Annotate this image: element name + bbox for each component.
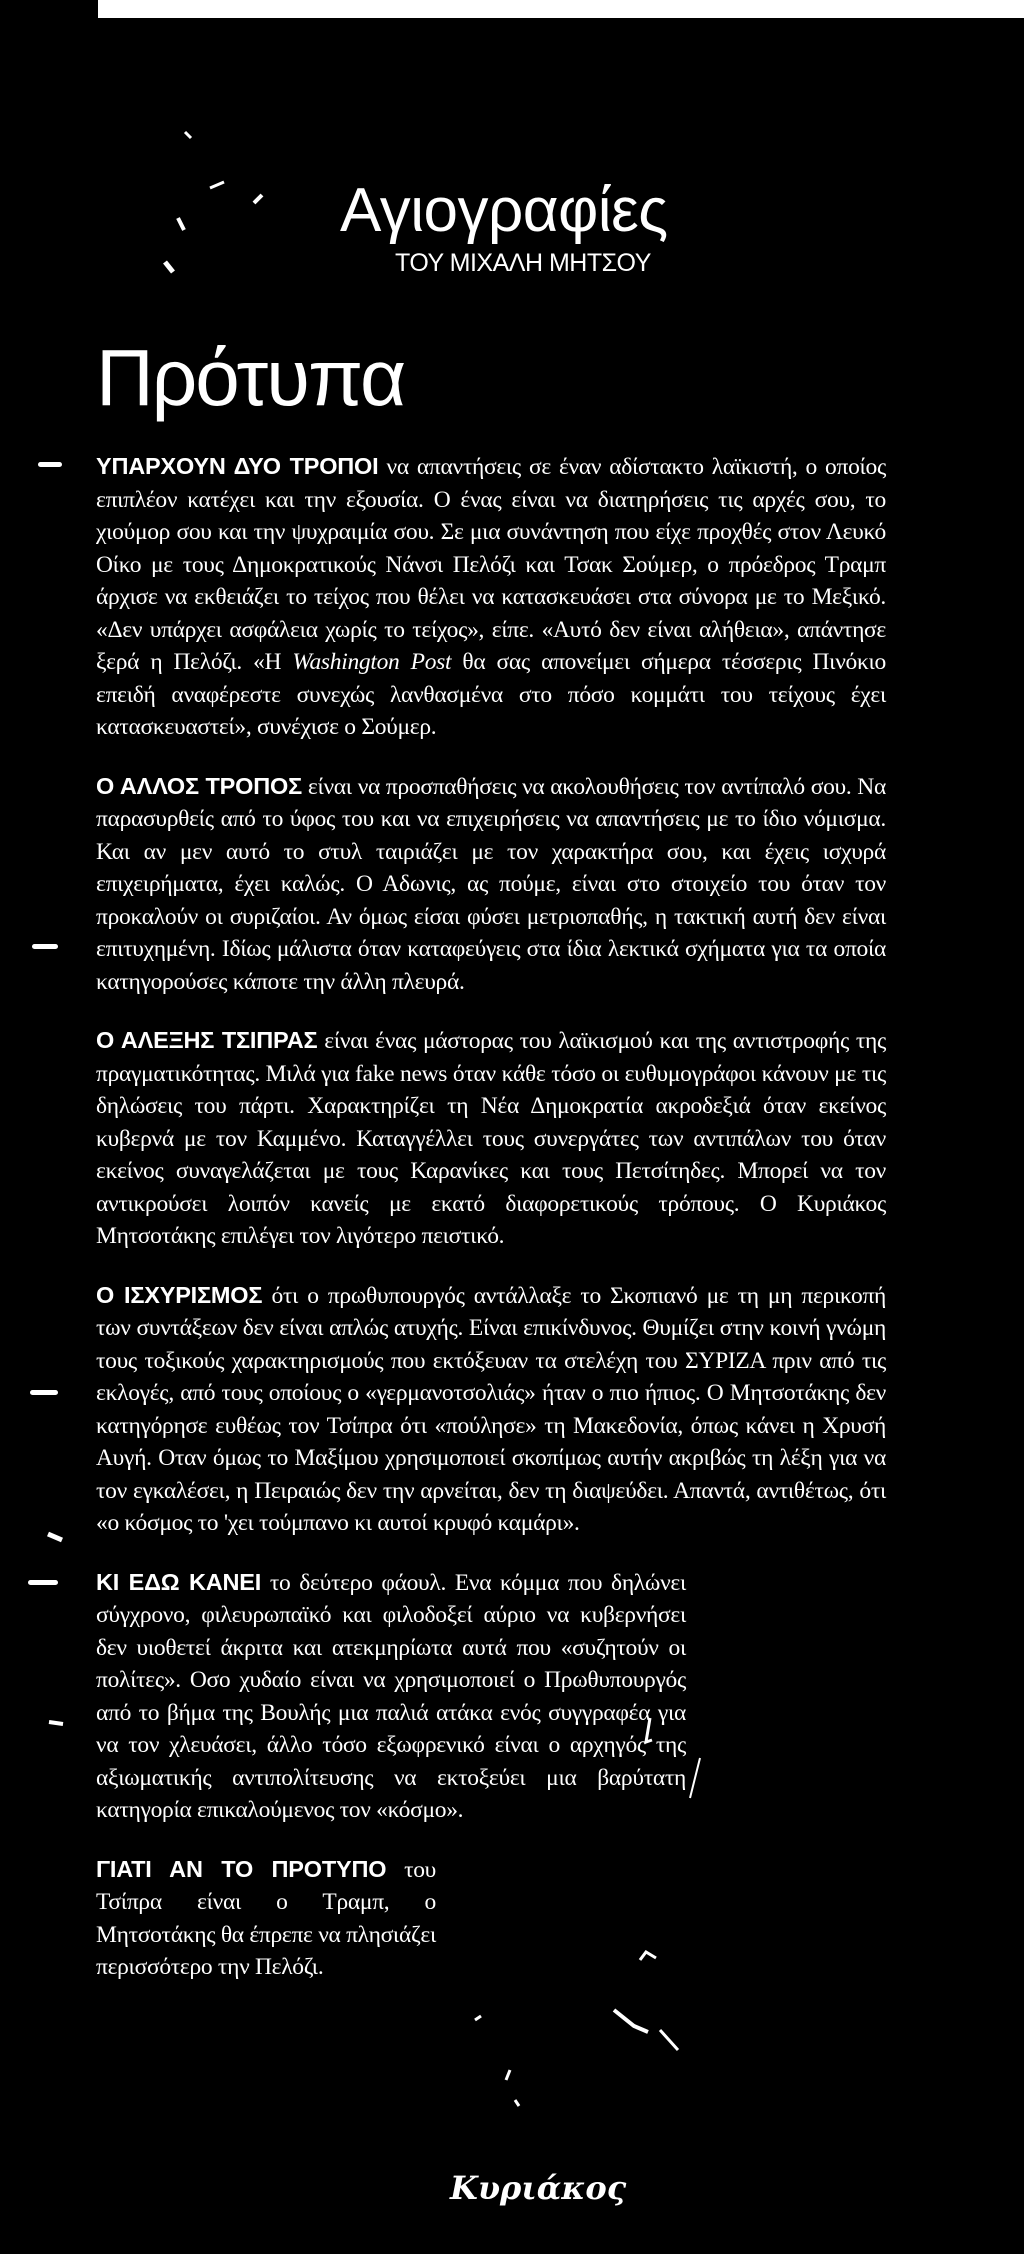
artifact-mark [515, 2100, 519, 2106]
paragraph-2 [96, 770, 886, 999]
artifact-mark [165, 262, 173, 272]
artifact-mark [506, 2070, 510, 2080]
paragraph-text: να απαντήσεις σε έναν αδίστακτο λαϊκιστή, ο οποίος επιπλέον κατέχει και την εξουσία. Ο ένας είναι να διατηρήσεις τις αρχές σου, το χιούμορ σου και την ψυχραιμία σου. Σε μια συνάντηση που είχε προχθές στον Λευκό Οίκο με τους Δημοκρατικούς Νάνσι Πελόζι και Τσακ Σούμερ, ο πρόεδρος Τραμπ άρχισε να εκθειάζει το τείχος που θέλει να κατασκευάσει στα σύνορα με το Μεξικό. «Δεν υπάρχει ασφάλεια χωρίς το τείχος», είπε. «Αυτό δεν είναι αλήθεια», απάντησε ξερά η Πελόζι. «Η [96, 454, 886, 675]
paragraph-lead: Ο ΙΣΧΥΡΙΣΜΟΣ [96, 1281, 263, 1308]
paragraph-text: θα σας απονείμει σήμερα τέσσερις Πινόκιο επειδή αναφέρεστε συνεχώς λανθασμένα στο πόσο κομμάτι του τείχους έχει κατασκευαστεί», συνέχισε ο Σούμερ. [96, 649, 886, 740]
paragraph-6 [96, 1853, 436, 1984]
artifact-mark [48, 1534, 62, 1540]
paragraph-text: είναι ένας μάστορας του λαϊκισμού και της αντιστροφής της πραγματικότητας. Μιλά για fake news όταν κάθε τόσο οι ευθυμογράφοι κάνουν με τις δηλώσεις του πάρτι. Χαρακτηρίζει τη Νέα Δημοκρατία ακροδεξιά όταν εκείνος κυβερνά με τον Καμμένο. Καταγγέλλει τους συνεργάτες των αντιπάλων του όταν εκείνος συναγελάζεται με τους Καρανίκες και τους Πετσίτηδες. Μπορεί να τον αντικρούσει λοιπόν κανείς με εκατό διαφορετικούς τρόπους. Ο Κυριάκος Μητσοτάκης επιλέγει τον λιγότερο πειστικό. [96, 1028, 886, 1249]
column-header [340, 178, 900, 278]
artifact-mark [614, 2010, 648, 2032]
paragraph-text: το δεύτερο φάουλ. Ενα κόμμα που δηλώνει σύγχρονο, φιλευρωπαϊκό και φιλοδοξεί αύριο να κυβερνήσει δεν υιοθετεί άκριτα και ατεκμηρίωτα αυτά που «συζητούν οι πολίτες». Οσο χυδαίο είναι να χρησιμοποιεί ο Πρωθυπουργός από το βήμα της Βουλής μια παλιά ατάκα ενός συγγραφέα για να τον χλευάσει, άλλο τόσο εξωφρενικό είναι ο αρχηγός της αξιωματικής αντιπολίτευσης να εκτοξεύει μια βαρύτατη κατηγορία επικαλούμενος τον «κόσμο». [96, 1569, 686, 1823]
artifact-mark [254, 195, 262, 203]
artifact-mark [185, 132, 191, 138]
paragraph-3 [96, 1024, 886, 1253]
paragraph-lead: Ο ΑΛΕΞΗΣ ΤΣΙΠΡΑΣ [96, 1027, 318, 1053]
paragraph-lead: Ο ΑΛΛΟΣ ΤΡΟΠΟΣ [96, 772, 302, 799]
artifact-mark [475, 2016, 481, 2020]
paragraph-text: ότι ο πρωθυπουργός αντάλλαξε το Σκοπιανό με τη μη περικοπή των συντάξεων δεν είναι απλώς ατυχής. Είναι επικίνδυνος. Θυμίζει στην κοινή γνώμη τους τοξικούς χαρακτηρισμούς που εκτόξευαν τα στελέχη του ΣΥΡΙΖΑ πριν από τις εκλογές, από τους οποίους ο «γερμανοτσολιάς» ήταν ο πιο ήπιος. Ο Μητσοτάκης δεν κατηγόρησε ευθέως τον Τσίπρα ότι «πούλησε» τη Μακεδονία, όπως κάνει η Χρυσή Αυγή. Οταν όμως το Μαξίμου χρησιμοποιεί σκοπίμως αυτήν ακριβώς τη λέξη για να τον εγκαλέσει, η Πειραιώς δεν την αρνείται, δεν τη διαψεύδει. Απαντά, αντιθέτως, ότι «ο κόσμος το 'χει τούμπανο κι αυτοί κρυφό καμάρι». [96, 1282, 887, 1536]
paragraph-lead: ΓΙΑΤΙ ΑΝ ΤΟ ΠΡΟΤΥΠΟ [96, 1855, 387, 1882]
artifact-mark [49, 1722, 63, 1724]
column-title: Αγιογραφίες [340, 176, 668, 245]
side-mark [30, 1390, 58, 1395]
paragraph-lead: ΥΠΑΡΧΟΥΝ ΔΥΟ ΤΡΟΠΟΙ [96, 453, 379, 479]
author-signature: Κυριάκος [450, 2169, 627, 2207]
article-title: Πρότυπα [96, 333, 405, 422]
paragraph-text: του Τσίπρα είναι ο Τραμπ, ο Μητσοτάκης θα έπρεπε να πλησιάζει περισσότερο την Πελόζι. [96, 1856, 436, 1980]
artifact-mark [210, 182, 224, 188]
side-mark [28, 1580, 58, 1585]
side-mark [32, 944, 58, 949]
side-mark [38, 462, 62, 467]
paragraph-lead: ΚΙ ΕΔΩ ΚΑΝΕΙ [96, 1568, 262, 1595]
paragraph-1 [96, 450, 886, 744]
column-byline: ΤΟΥ ΜΙΧΑΛΗ ΜΗΤΣΟΥ [395, 249, 651, 277]
artifact-mark [660, 2030, 678, 2050]
article-body [96, 450, 886, 2010]
artifact-mark [178, 218, 184, 230]
newspaper-name: Washington Post [292, 649, 452, 675]
paragraph-5 [96, 1566, 686, 1827]
paragraph-text: είναι να προσπαθήσεις να ακολουθήσεις τον αντίπαλό σου. Να παρασυρθείς από το ύφος του και να επιχειρήσεις να απαντήσεις με το ίδιο νόμισμα. Και αν μεν αυτό το στυλ ταιριάζει με τον χαρακτήρα σου, και έχεις ισχυρά επιχειρήματα, έχει καλώς. Ο Αδωνις, ας πούμε, είναι στο στοιχείο του όταν τον προκαλούν οι συριζαίοι. Αν όμως είσαι φύσει μετριοπαθής, η τακτική αυτή δεν είναι επιτυχημένη. Ιδίως μάλιστα όταν καταφεύγεις στα ίδια λεκτικά σχήματα για τα οποία κατηγορούσες κάποτε την άλλη πλευρά. [96, 773, 886, 995]
paragraph-4 [96, 1279, 886, 1540]
